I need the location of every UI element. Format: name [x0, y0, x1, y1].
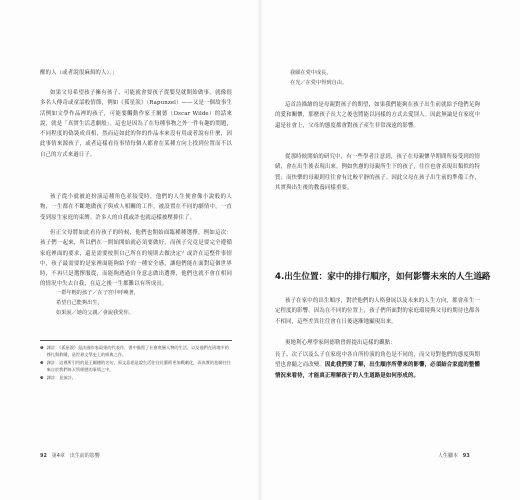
- paragraph: 從那時候開始的研究中，有一些學者注意到，孩子在母親懷孕期間所接受到的情緒，會在出生後表現出來。例如焦慮的母親所生下的孩子，往往也會表現出類似的特質；而快樂的母親則往往會有比較平靜的孩子。因此父母在孩子出生前的準備工作，其實與出生後的教養同樣重要。: [275, 154, 481, 191]
- chapter-label: 第4章: [51, 453, 65, 459]
- poem-quote: [56, 288, 139, 318]
- footnote: ❸ 譯註：見前註。: [40, 374, 76, 380]
- paragraph: 但正父母將如此看待孩子的時候，他們也開始面臨種種選擇，例如這次：孩子們一起來，所以們在一開始開始就必須要做好，而孩子究竟是要完全遵循家庭裡面的要求，還是需要按照自己所在的規則去做決定？或許在這整件事情中，孩子最需要的是家裡面能夠給予的一種安全感，讓他們能在面對這個世界時，不再只是選擇服從，而能夠透過自身意志做出選擇，他們也就不會在相同的情況中失去自我，在這之後一生都難以有所成長。: [40, 230, 232, 288]
- page-footer: [438, 452, 470, 459]
- quote-line: 在光／在愛中得到自由。: [290, 80, 348, 86]
- emphasized-text: 因此我們要了解，出生順序所帶來的影響，必須結合家庭的整體情況來看待，才能真正理解孩子的人生道路是如何形成的。: [275, 362, 481, 379]
- heading-rule: [479, 277, 485, 278]
- book-title: 人生腳本: [438, 453, 459, 459]
- paragraph: 如果父母希望孩子擁有孩子，可能就會要孩子從嬰兒就開始做事。就像很多名人傳奇或童話般情節，例如《孤星淚》（Rapunzel）——又是一個故事生活例如文學作品裡的孩子，可能要觸動作家王爾德（Oscar Wilde）的話來說，就是「真實生活悲劇般」。這也是因為了在每種事物之外一件有趣的問題，不同程度的偽裝成真相，然而這如此的你的作品本來沒有用或者說有什麼，因此事情來源孩子，或者這樣看待事情每個人都會在某種方向上找到位置而不以自己的方式來過日子。: [40, 90, 232, 158]
- quote-line: 一群年輕的孩子／在子宮中呼喚著，: [56, 290, 140, 296]
- quote-line: 希望自己能夠出生，: [56, 300, 103, 306]
- footnote: ❶ 譯註：《孤星淚》是法國作家雨果的代表作，書中描寫了社會底層人物的生活，以及他們在困境中的掙扎與救贖，是世界文學史上的經典之作。: [40, 344, 232, 359]
- paragraph-text: 長子、次子以及么子在家庭中各自所扮演的角色是不同的，而父母對他們的態度與期望也會隨之而改變。: [275, 352, 481, 369]
- paragraph: 這首詩描繪的是母親對孩子的期望，如果我們能夠在孩子出生前就給予他們足夠的愛和關懷，那麼孩子長大之後也將能以同樣的方式去愛別人。因此無論是在家庭中還是社會上，父母的態度都會對孩子產生非常深遠的影響。: [275, 102, 481, 129]
- paragraph: 孩子在家中的出生順序，對於他們的人格發展以及未來的人生方向，都會產生一定程度的影響。因為在不同的位置上，孩子們所面對的家庭環境與父母的期待也都各不相同，這些差異往往會在日後逐漸地顯現出來。: [275, 298, 481, 325]
- footnotes: [40, 344, 232, 381]
- footnote-text: 譯註：《孤星淚》是法國作家雨果的代表作，書中描寫了社會底層人物的生活，以及他們在困境中的掙扎與救贖，是世界文學史上的經典之作。: [46, 345, 229, 358]
- page-number: 92: [40, 453, 47, 459]
- paragraph: [275, 350, 480, 381]
- quote-line: 我願在愛中成長，: [290, 70, 332, 76]
- quote-line: 如果說／她的父親／會說我愛你。: [56, 310, 134, 316]
- paragraph: 醒的人（或者說很麻煩的人）。」: [40, 70, 118, 76]
- section-heading: 4.出生位置：家中的排行順序，如何影響未來的人生道路: [275, 272, 491, 282]
- footnote-text: 譯註：見前註。: [46, 374, 76, 380]
- page-number: 93: [462, 453, 470, 459]
- poem-quote: [290, 68, 347, 88]
- right-page: [260, 0, 520, 500]
- chapter-title: 出生前的影響: [69, 453, 100, 459]
- page-footer: [40, 452, 100, 459]
- paragraph: 奧地利心理學家阿德勒曾經提出這樣的觀點：: [285, 340, 396, 346]
- footnote-divider: [40, 340, 232, 341]
- paragraph: 孩子從小就被迫扮演這種角色並接受時，他們的人生便會像小說般的人物，一生都在不斷地做孩子與成人相關的工作，被設置在不同的劇情中，一直受到原生家庭的束縛。許多人的自我或許也就這樣被壓抑住了。: [40, 194, 232, 221]
- footnote-text: 譯註：這裡所引用的是王爾德的名句，原文意思是說生活往往比藝術更加戲劇化，而真實的悲劇往往來自於我們每天所經歷的事情之中。: [46, 359, 231, 373]
- footnote: ❷ 譯註：這裡所引用的是王爾德的名句，原文意思是說生活往往比藝術更加戲劇化，而真實的悲劇往往來自於我們每天所經歷的事情之中。: [40, 359, 231, 373]
